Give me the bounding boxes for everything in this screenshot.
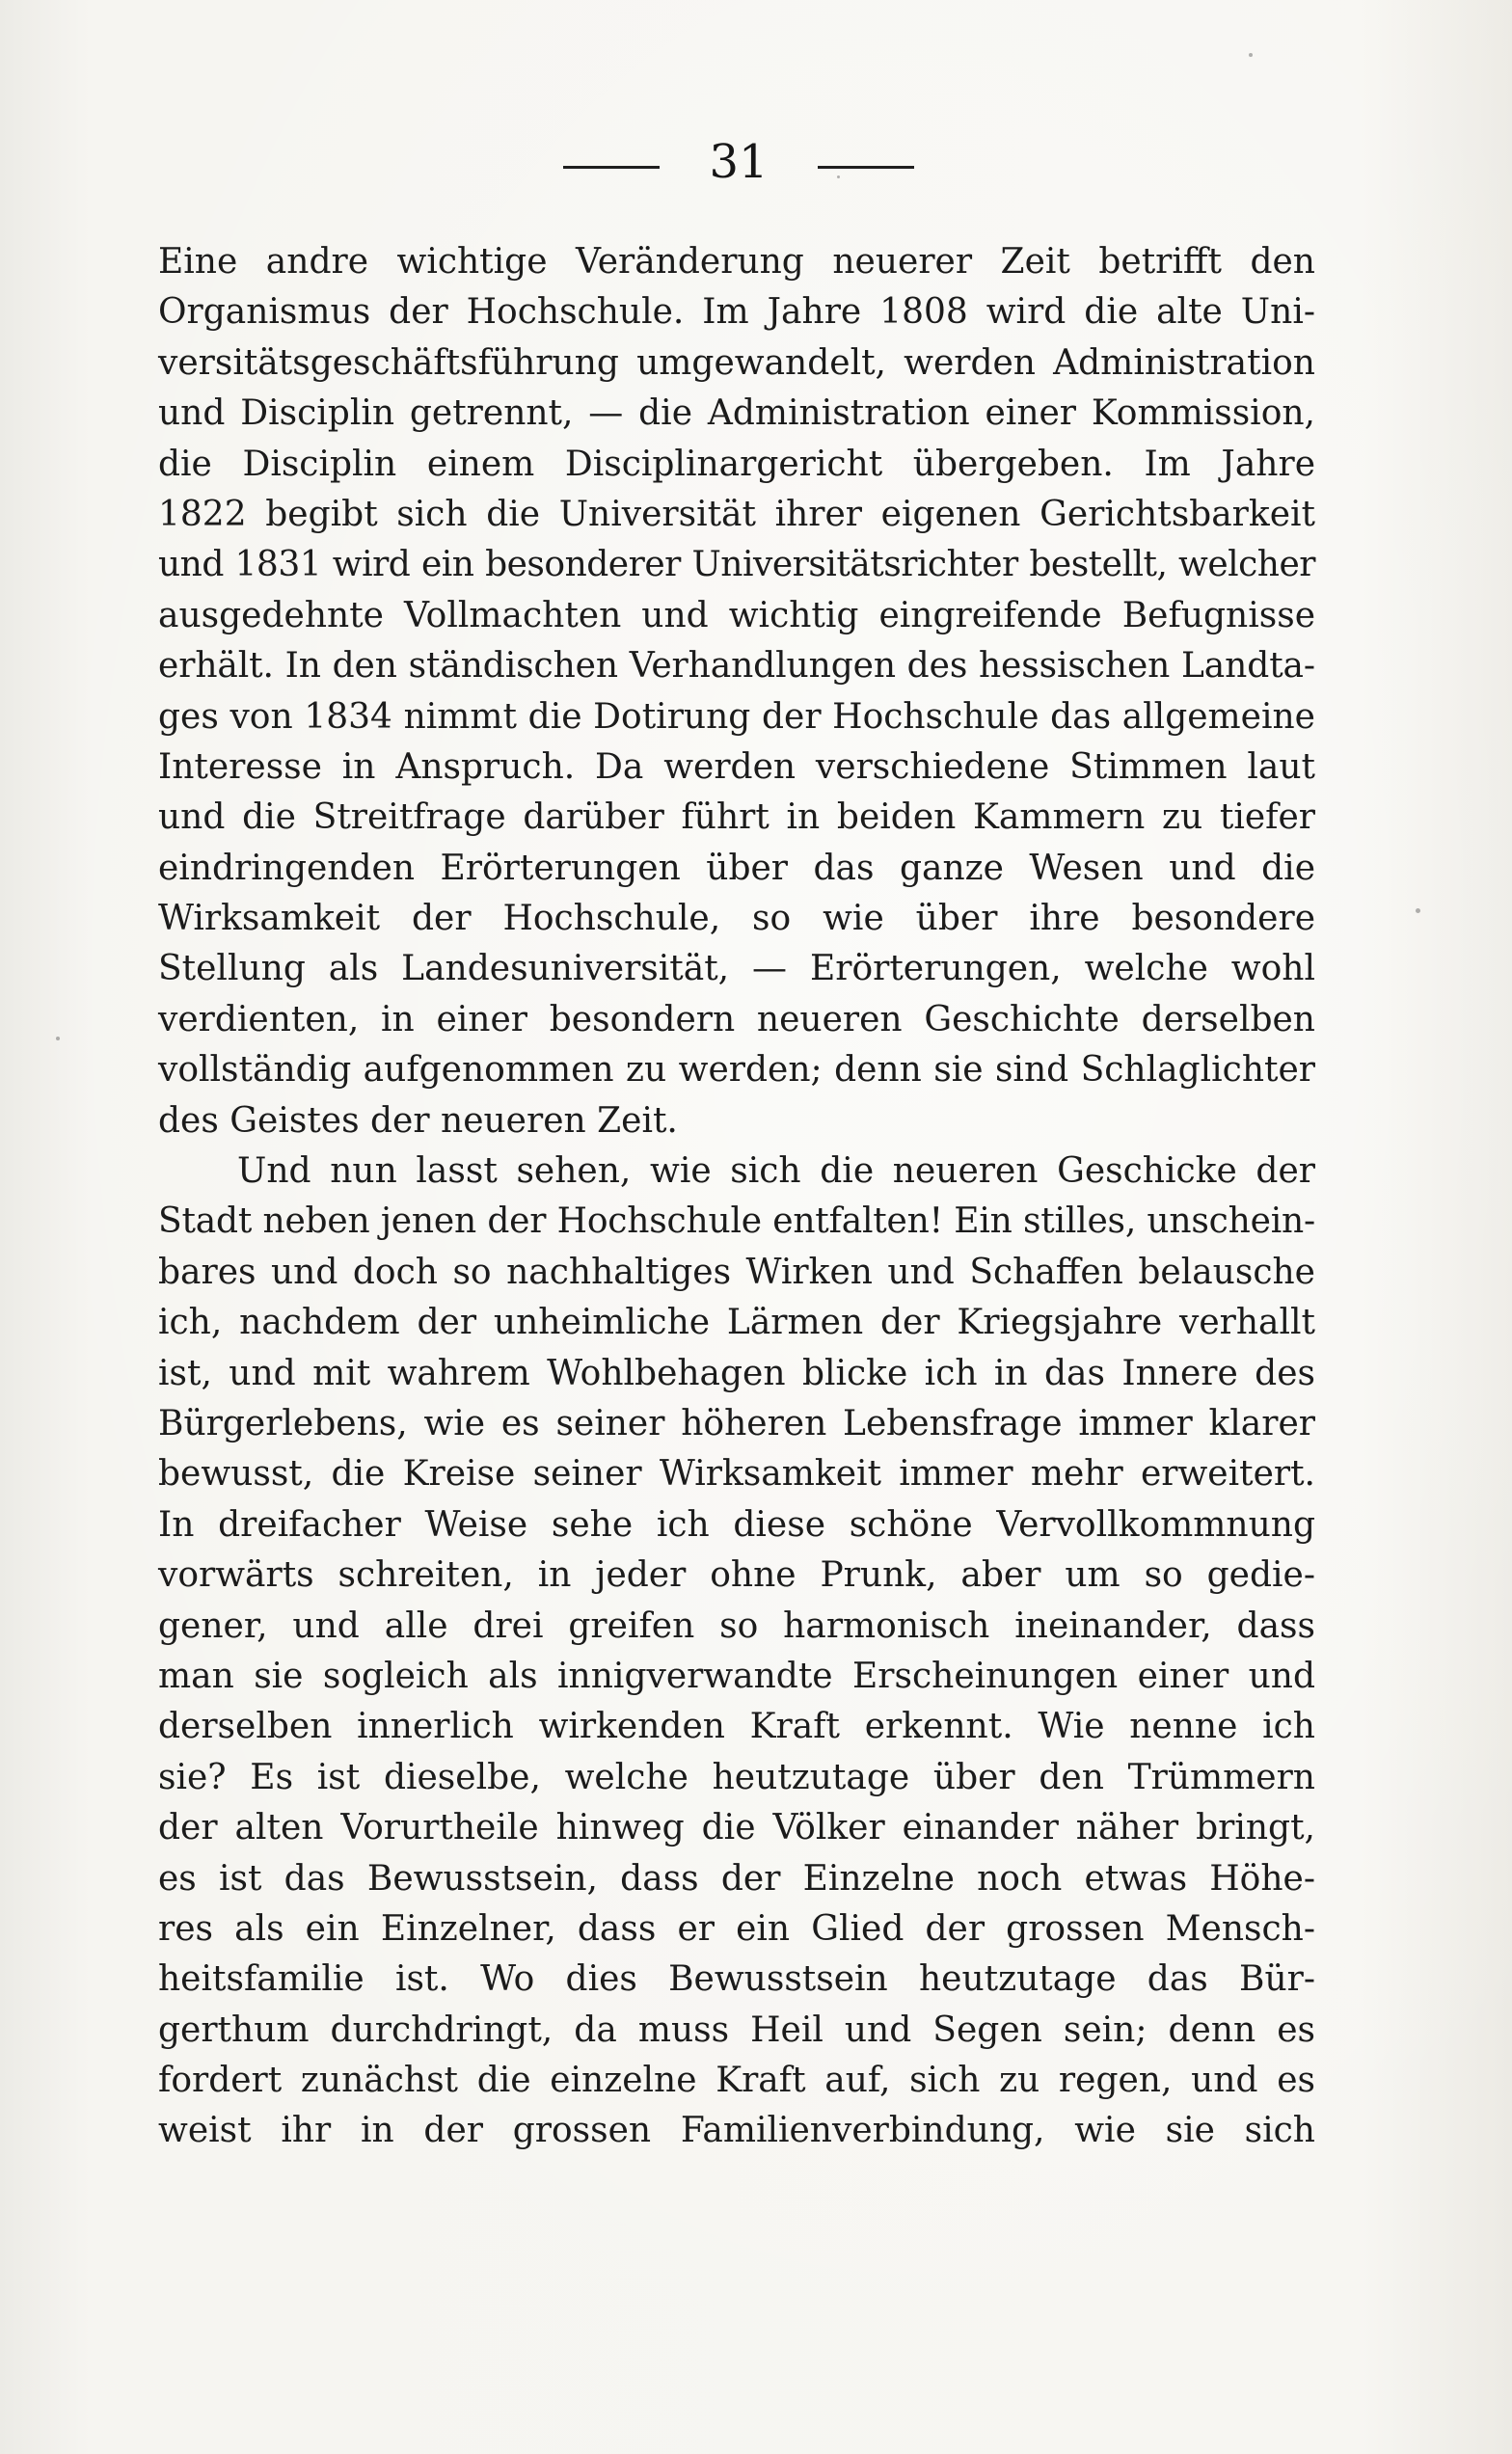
text-line: der alten Vorurtheile hinweg die Völker einander näher bringt, — [158, 1808, 1315, 1848]
text-line: heitsfamilie ist. Wo dies Bewusstsein heutzutage das Bür- — [158, 1959, 1315, 2000]
text-line: erhält. In den ständischen Verhandlungen des hessischen Landta- — [158, 646, 1315, 687]
text-line: Bürgerlebens, wie es seiner höheren Lebensfrage immer klarer — [158, 1403, 1315, 1443]
text-line: gerthum durchdringt, da muss Heil und Segen sein; denn es — [158, 2009, 1315, 2050]
text-line: bewusst, die Kreise seiner Wirksamkeit immer mehr erweitert. — [158, 1454, 1315, 1495]
text-line: sie? Es ist dieselbe, welche heutzutage über den Trümmern — [158, 1757, 1315, 1797]
text-line: Stadt neben jenen der Hochschule entfalten! Ein stilles, unschein- — [158, 1201, 1315, 1242]
text-line: vollständig aufgenommen zu werden; denn sie sind Schlaglichter — [158, 1050, 1315, 1091]
text-line: Und nun lasst sehen, wie sich die neueren Geschicke der — [237, 1151, 1315, 1192]
text-line: derselben innerlich wirkenden Kraft erkennt. Wie nenne ich — [158, 1707, 1315, 1747]
scan-speck — [56, 1037, 60, 1040]
text-line: ges von 1834 nimmt die Dotirung der Hochschule das allgemeine — [158, 696, 1315, 737]
text-line: Stellung als Landesuniversität, — Erörterungen, welche wohl — [158, 949, 1315, 989]
text-line: eindringenden Erörterungen über das ganze Wesen und die — [158, 848, 1315, 888]
text-line: und Disciplin getrennt, — die Administration einer Kommission, — [158, 393, 1315, 434]
text-line: weist ihr in der grossen Familienverbindung, wie sie sich — [158, 2111, 1315, 2151]
scan-speck — [1416, 908, 1420, 913]
text-line: vorwärts schreiten, in jeder ohne Prunk, aber um so gedie- — [158, 1555, 1315, 1596]
header-rule-right — [818, 166, 914, 169]
text-line: ist, und mit wahrem Wohlbehagen blicke ich in das Innere des — [158, 1353, 1315, 1393]
text-line: es ist das Bewusstsein, dass der Einzelne noch etwas Höhe- — [158, 1858, 1315, 1899]
text-line: gener, und alle drei greifen so harmonisch ineinander, dass — [158, 1605, 1315, 1646]
page-header — [0, 133, 1512, 191]
scan-speck — [1249, 53, 1253, 57]
text-line: und die Streitfrage darüber führt in beiden Kammern zu tiefer — [158, 797, 1315, 838]
text-line: die Disciplin einem Disciplinargericht übergeben. Im Jahre — [158, 444, 1315, 484]
text-line: Eine andre wichtige Veränderung neuerer Zeit betrifft den — [158, 242, 1315, 282]
scan-speck — [837, 175, 840, 178]
text-line: In dreifacher Weise sehe ich diese schöne Vervollkommnung — [158, 1504, 1315, 1545]
text-line: verdienten, in einer besondern neueren Geschichte derselben — [158, 999, 1315, 1039]
text-line: versitätsgeschäftsführung umgewandelt, werden Administration — [158, 342, 1315, 383]
text-line: und 1831 wird ein besonderer Universitätsrichter bestellt, welcher — [158, 545, 1315, 585]
page-number: 31 — [709, 135, 769, 189]
text-line: bares und doch so nachhaltiges Wirken und Schaffen belausche — [158, 1252, 1315, 1292]
text-line: des Geistes der neueren Zeit. — [158, 1100, 678, 1141]
body-text — [158, 237, 1315, 2157]
text-line: Wirksamkeit der Hochschule, so wie über ihre besondere — [158, 899, 1315, 939]
text-line: Interesse in Anspruch. Da werden verschiedene Stimmen laut — [158, 746, 1315, 787]
text-line: ausgedehnte Vollmachten und wichtig eingreifende Befugnisse — [158, 595, 1315, 635]
header-rule-left — [563, 166, 660, 169]
text-line: 1822 begibt sich die Universität ihrer eigenen Gerichtsbarkeit — [158, 494, 1315, 534]
text-line: Organismus der Hochschule. Im Jahre 1808 wird die alte Uni- — [158, 292, 1315, 333]
text-line: ich, nachdem der unheimliche Lärmen der Kriegsjahre verhallt — [158, 1303, 1315, 1343]
text-line: fordert zunächst die einzelne Kraft auf, sich zu regen, und es — [158, 2061, 1315, 2101]
text-line: man sie sogleich als innigverwandte Erscheinungen einer und — [158, 1656, 1315, 1696]
text-line: res als ein Einzelner, dass er ein Glied der grossen Mensch- — [158, 1908, 1315, 1949]
